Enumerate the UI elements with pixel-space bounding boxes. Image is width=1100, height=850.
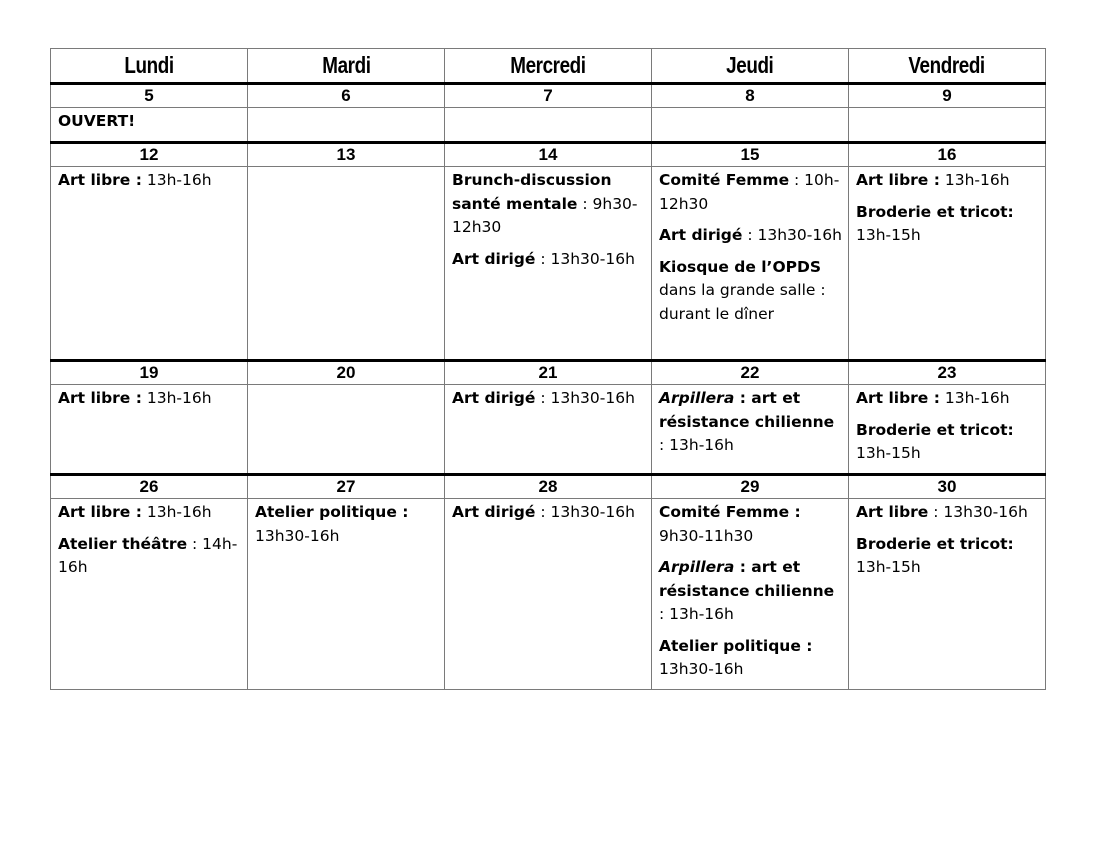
event-time: dans la grande salle : durant le dîner [659, 281, 826, 323]
day-number: 30 [849, 475, 1046, 499]
event-name-italic: Arpillera [659, 558, 735, 576]
event-name-italic: Arpillera [659, 389, 735, 407]
event-time: : 13h-16h [659, 436, 734, 454]
event-name: Art dirigé [452, 389, 536, 407]
event-time: 13h-16h [939, 171, 1010, 189]
event-item [58, 533, 241, 580]
day-cell [652, 385, 849, 475]
event-name: Art libre : [856, 389, 940, 407]
week-date-row [51, 475, 1046, 499]
event-item [856, 387, 1039, 411]
day-number: 9 [849, 84, 1046, 108]
day-cell [849, 499, 1046, 690]
day-number: 15 [652, 143, 849, 167]
day-number: 29 [652, 475, 849, 499]
event-name: : art et résistance chilienne [659, 389, 835, 431]
event-name: : art et résistance chilienne [659, 558, 835, 600]
event-time: 13h-15h [856, 558, 921, 576]
day-number: 14 [445, 143, 652, 167]
day-cell [849, 167, 1046, 361]
day-cell [445, 385, 652, 475]
weekday-header-row [51, 49, 1046, 84]
event-time: : 13h-16h [659, 605, 734, 623]
day-number: 22 [652, 361, 849, 385]
event-item [856, 533, 1039, 580]
event-item [58, 387, 241, 411]
day-number: 28 [445, 475, 652, 499]
event-item [856, 169, 1039, 193]
week-date-row [51, 361, 1046, 385]
day-cell [51, 385, 248, 475]
event-name: Art libre : [856, 171, 940, 189]
day-cell [51, 108, 248, 143]
week-events-row [51, 385, 1046, 475]
day-cell [248, 499, 445, 690]
event-item [452, 248, 645, 272]
day-number: 7 [445, 84, 652, 108]
week-date-row [51, 84, 1046, 108]
day-cell [51, 167, 248, 361]
weekday-header [248, 49, 445, 84]
event-item [452, 501, 645, 525]
weekday-header [51, 49, 248, 84]
event-item [452, 387, 645, 411]
day-cell [248, 167, 445, 361]
day-cell [849, 108, 1046, 143]
event-time: : 13h30-16h [535, 249, 635, 268]
event-name: Art libre : [58, 389, 142, 407]
event-item [856, 501, 1039, 525]
day-number: 12 [51, 143, 248, 167]
event-item [856, 419, 1039, 466]
day-number: 8 [652, 84, 849, 108]
event-name: Atelier théâtre [58, 534, 188, 553]
week-events-row [51, 499, 1046, 690]
event-time: : 13h30-16h [742, 226, 842, 244]
event-item [58, 110, 241, 134]
day-number: 26 [51, 475, 248, 499]
weekday-label: Lundi [124, 52, 174, 78]
day-number: 19 [51, 361, 248, 385]
week-date-row [51, 143, 1046, 167]
event-time: : 10h-12h30 [659, 171, 840, 213]
day-cell [445, 499, 652, 690]
event-item [659, 635, 842, 682]
weekday-header [652, 49, 849, 84]
week-events-row [51, 167, 1046, 361]
weekday-header [849, 49, 1046, 84]
weekday-label: Vendredi [908, 52, 986, 78]
day-number: 21 [445, 361, 652, 385]
event-name: Art libre : [58, 171, 142, 189]
event-name: Art dirigé [659, 226, 743, 244]
event-name: Atelier politique : [659, 636, 813, 655]
event-item [659, 556, 842, 627]
weekday-label: Mercredi [510, 52, 586, 78]
event-item [58, 169, 241, 193]
event-name: Art libre : [58, 503, 142, 521]
day-number: 16 [849, 143, 1046, 167]
week-events-row [51, 108, 1046, 143]
event-item [856, 201, 1039, 248]
event-time: 13h-16h [141, 389, 212, 407]
weekday-label: Mardi [321, 52, 371, 78]
day-number: 13 [248, 143, 445, 167]
event-item [659, 224, 842, 248]
event-time: : 13h30-16h [535, 503, 635, 521]
event-time: 13h30-16h [659, 660, 744, 678]
weekday-label: Jeudi [726, 52, 774, 78]
event-name: Comité Femme : [659, 503, 801, 521]
day-cell [51, 499, 248, 690]
day-number: 23 [849, 361, 1046, 385]
event-item [58, 501, 241, 525]
event-time: 13h-15h [856, 226, 921, 244]
event-name: Art libre [856, 503, 929, 521]
event-name: Comité Femme [659, 171, 790, 189]
event-name: Brunch-discussion santé mentale [452, 171, 612, 213]
weekday-header [445, 49, 652, 84]
day-cell [445, 108, 652, 143]
event-name: Art dirigé [452, 249, 536, 268]
event-time: 13h-16h [141, 503, 212, 521]
day-number: 5 [51, 84, 248, 108]
event-item [659, 169, 842, 216]
event-time: 9h30-11h30 [659, 526, 754, 545]
event-time: : 9h30-12h30 [452, 194, 638, 236]
day-cell [652, 167, 849, 361]
day-cell [445, 167, 652, 361]
day-cell [248, 385, 445, 475]
event-name: Broderie et tricot: [856, 202, 1014, 221]
event-time: 13h-15h [856, 444, 921, 462]
day-cell [248, 108, 445, 143]
event-item [659, 256, 842, 327]
event-time: 13h30-16h [255, 526, 340, 545]
event-time: : 13h30-16h [535, 389, 635, 407]
event-name: OUVERT! [58, 112, 136, 130]
event-time: 13h-16h [141, 171, 212, 189]
event-name: Art dirigé [452, 503, 536, 521]
event-name: Broderie et tricot: [856, 534, 1014, 553]
event-item [659, 387, 842, 458]
calendar-grid [50, 48, 1046, 690]
event-time: : 13h30-16h [928, 503, 1028, 521]
event-time: 13h-16h [939, 389, 1010, 407]
day-number: 6 [248, 84, 445, 108]
day-cell [849, 385, 1046, 475]
event-name: Broderie et tricot: [856, 420, 1014, 439]
day-cell [652, 499, 849, 690]
event-item [452, 169, 645, 240]
day-number: 27 [248, 475, 445, 499]
event-name: Atelier politique : [255, 503, 409, 521]
day-number: 20 [248, 361, 445, 385]
event-name: Kiosque de l’OPDS [659, 257, 822, 276]
event-time: : 14h-16h [58, 534, 238, 576]
event-item [255, 501, 438, 548]
event-item [659, 501, 842, 548]
day-cell [652, 108, 849, 143]
